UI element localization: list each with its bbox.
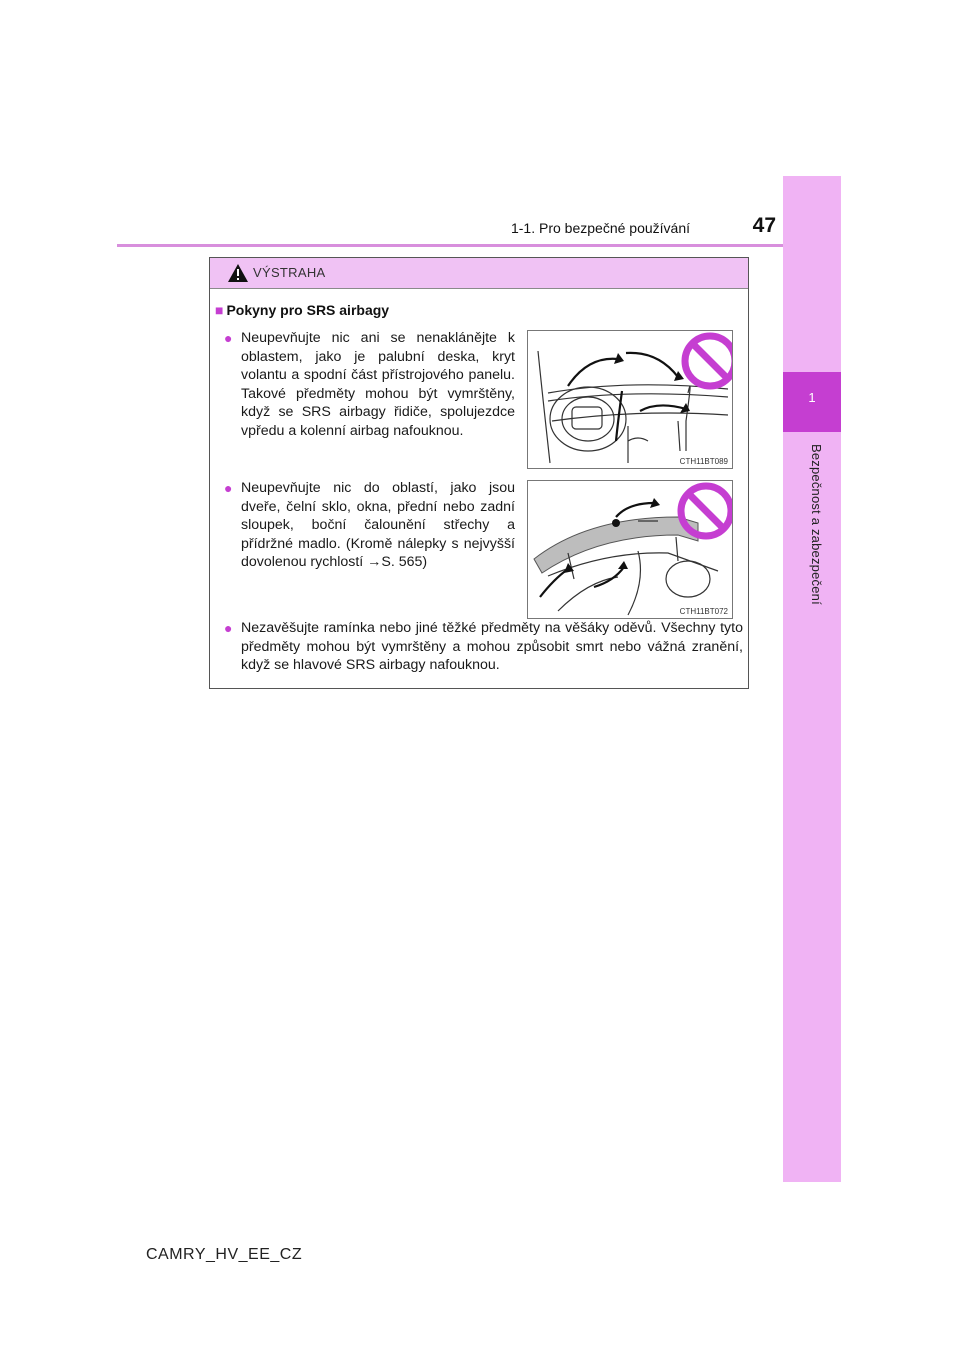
warning-title: VÝSTRAHA <box>253 265 326 280</box>
dashboard-illustration <box>528 331 732 468</box>
section-title: 1-1. Pro bezpečné používání <box>510 220 690 236</box>
warning-subheading <box>215 302 389 318</box>
warning-item-1 <box>241 329 515 441</box>
dashboard-figure <box>527 330 733 469</box>
prohibited-icon <box>681 486 731 536</box>
warning-item-2 <box>241 479 515 572</box>
warning-item-3-text: Nezavěšujte ramínka nebo jiné těžké předměty na věšáky oděvů. Všechny tyto předměty mohou být vymrštěny a mohou způsobit smrt nebo vážná zranění, když se hlavové SRS airbagy nafouknou. <box>241 620 743 674</box>
figure-code: CTH11BT089 <box>679 457 728 466</box>
prohibited-icon <box>685 336 732 386</box>
subheading-text: Pokyny pro SRS airbagy <box>226 302 390 318</box>
page-number: 47 <box>752 214 776 237</box>
bullet-icon: ● <box>224 620 233 636</box>
warning-triangle-icon <box>227 263 249 283</box>
chapter-number: 1 <box>808 390 816 405</box>
bullet-icon: ● <box>224 330 233 346</box>
chapter-side-tab <box>783 176 841 1182</box>
warning-item-1-text: Neupevňujte nic ani se nenaklánějte k oblastem, jako je palubní deska, kryt volantu a spodní část přístrojového panelu. Takové předměty mohou být vymrštěny, když se SRS airbagy řidiče, spolujezdce vpředu a kolenní airbag nafouknou. <box>241 330 515 439</box>
header-rule <box>117 244 783 247</box>
warning-header <box>210 258 748 289</box>
cabin-illustration <box>528 481 732 618</box>
warning-item-3 <box>241 619 743 675</box>
square-bullet-icon: ■ <box>215 302 224 318</box>
warning-item-2-text: Neupevňujte nic do oblastí, jako jsou dveře, čelní sklo, okna, přední nebo zadní sloupek, boční čalounění střechy a přídržné madlo. (Kromě nálepky s nejvyšší dovolenou rychlostí →S. 565) <box>241 480 515 571</box>
document-code: CAMRY_HV_EE_CZ <box>146 1246 303 1263</box>
bullet-icon: ● <box>224 480 233 496</box>
figure-code: CTH11BT072 <box>679 607 728 616</box>
chapter-title: Bezpečnost a zabezpečení <box>809 444 824 605</box>
warning-box <box>209 257 749 689</box>
cabin-figure <box>527 480 733 619</box>
